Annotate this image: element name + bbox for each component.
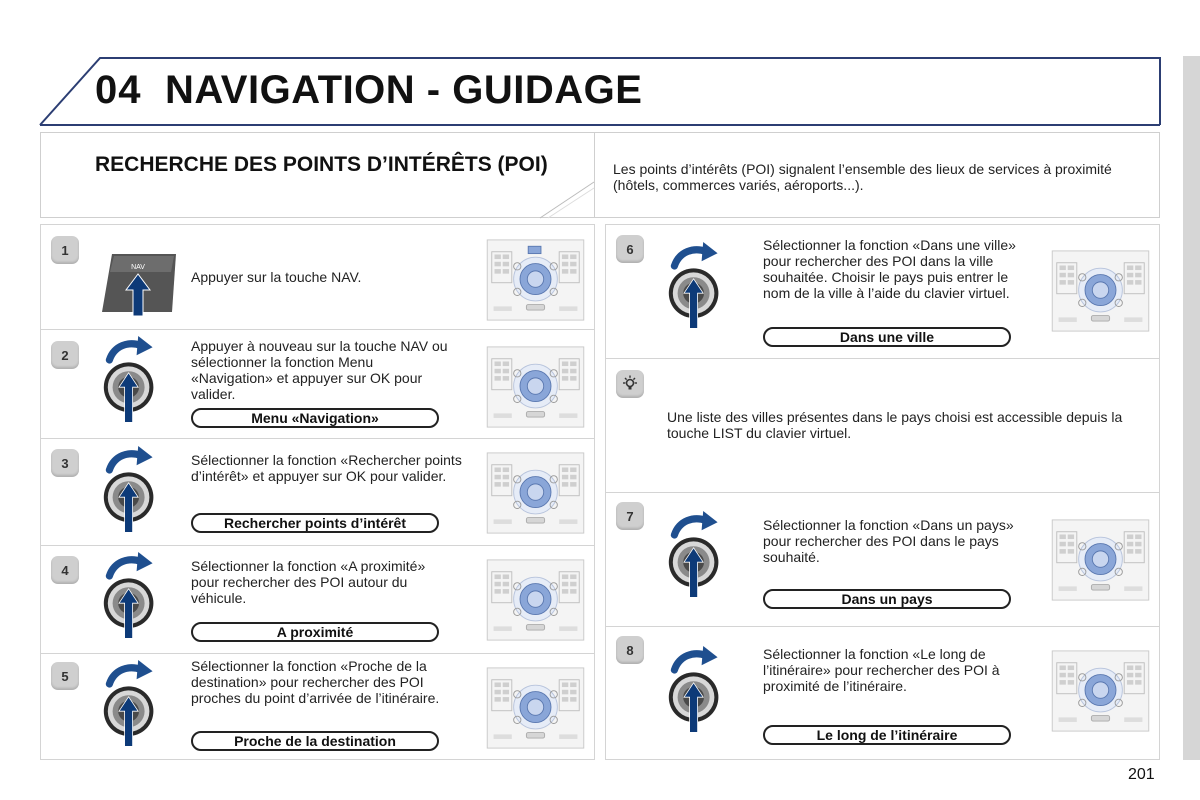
step-text-8: Sélectionner la fonction «Le long de l’itinéraire» pour rechercher des POI à proximité de l’itinéraire. <box>763 646 1000 694</box>
nav-button-label: NAV <box>131 264 145 271</box>
intro-text: Les points d’intérêts (POI) signalent l’ensemble des lieux de services à proximité (hôtels, commerces variés, aéroports...). <box>613 161 1112 193</box>
menu-option-label: Proche de la destination <box>191 731 439 751</box>
control-panel-image <box>1050 650 1151 732</box>
control-panel-image <box>485 667 586 749</box>
step-number-8: 8 <box>616 636 644 664</box>
page-number: 201 <box>1128 766 1155 783</box>
knob-press-icon <box>103 546 167 646</box>
menu-option-label: Menu «Navigation» <box>191 408 439 428</box>
control-panel-image <box>1050 519 1151 601</box>
chapter-title: NAVIGATION - GUIDAGE <box>165 68 643 112</box>
knob-press-icon <box>668 640 732 740</box>
step-number-4: 4 <box>51 556 79 584</box>
section-box-corner <box>530 180 596 220</box>
tip-text: Une liste des villes présentes dans le pays choisi est accessible depuis la touche LIST du clavier virtuel. <box>667 409 1123 441</box>
control-panel-image <box>485 559 586 641</box>
step-number-2: 2 <box>51 341 79 369</box>
menu-option-label: Dans une ville <box>763 327 1011 347</box>
control-panel-image <box>1050 250 1151 332</box>
knob-press-icon <box>668 236 732 336</box>
side-tab <box>1183 56 1200 760</box>
knob-press-icon <box>103 654 167 754</box>
control-panel-image <box>485 239 586 321</box>
step-text-6: Sélectionner la fonction «Dans une ville» pour rechercher des POI dans la ville souhaitée. Choisir le pays puis entrer le nom de la ville à l’aide du clavier virtuel. <box>763 237 1016 301</box>
step-text-2: Appuyer à nouveau sur la touche NAV ou sélectionner la fonction Menu «Navigation» et appuyer sur OK pour valider. <box>191 338 448 402</box>
menu-option-label: Le long de l’itinéraire <box>763 725 1011 745</box>
knob-press-icon <box>103 330 167 430</box>
knob-press-icon <box>103 440 167 540</box>
control-panel-image <box>485 346 586 428</box>
step-number-1: 1 <box>51 236 79 264</box>
step-text-5: Sélectionner la fonction «Proche de la destination» pour rechercher des POI proches du point d’arrivée de l’itinéraire. <box>191 658 440 706</box>
step-number-3: 3 <box>51 449 79 477</box>
step-text-7: Sélectionner la fonction «Dans un pays» pour rechercher des POI dans le pays souhaité. <box>763 517 1014 565</box>
menu-option-label: Dans un pays <box>763 589 1011 609</box>
lightbulb-icon <box>621 375 639 393</box>
chapter-number: 04 <box>95 68 142 112</box>
control-panel-image <box>485 452 586 534</box>
tip-badge <box>616 370 644 398</box>
step-number-6: 6 <box>616 235 644 263</box>
step-text-4: Sélectionner la fonction «A proximité» pour rechercher des POI autour du véhicule. <box>191 558 426 606</box>
step-text-1: Appuyer sur la touche NAV. <box>191 269 362 285</box>
section-title: RECHERCHE DES POINTS D’INTÉRÊTS (POI) <box>95 153 548 176</box>
nav-button-icon <box>100 250 180 318</box>
knob-press-icon <box>668 505 732 605</box>
step-number-5: 5 <box>51 662 79 690</box>
menu-option-label: Rechercher points d’intérêt <box>191 513 439 533</box>
menu-option-label: A proximité <box>191 622 439 642</box>
step-text-3: Sélectionner la fonction «Rechercher points d’intérêt» et appuyer sur OK pour valider. <box>191 452 462 484</box>
step-number-7: 7 <box>616 502 644 530</box>
